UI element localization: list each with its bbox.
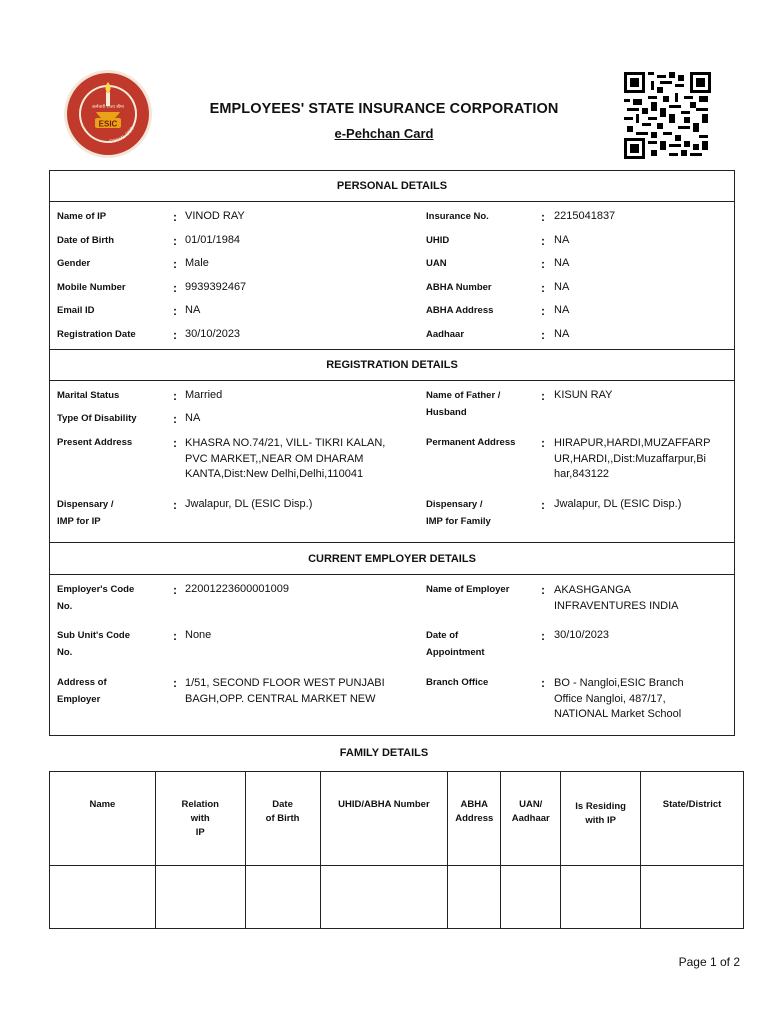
value-branch-office-line-1: BO - Nangloi,ESIC Branch — [554, 677, 684, 689]
label-dispensary-ip-2: IMP for IP — [57, 516, 101, 527]
value-date-of-birth: 01/01/1984 — [185, 234, 241, 246]
table-cell — [501, 866, 561, 929]
colon: : — [541, 676, 545, 690]
value-dispensary-family: Jwalapur, DL (ESIC Disp.) — [554, 498, 682, 510]
label-sub-unit-code-1: Sub Unit's Code — [57, 630, 130, 641]
label-gender: Gender — [57, 258, 91, 269]
table-cell — [448, 866, 501, 929]
value-gender: Male — [185, 257, 209, 269]
colon: : — [541, 257, 545, 271]
value-permanent-address-line-1: HIRAPUR,HARDI,MUZAFFARP — [554, 437, 711, 449]
column-header-uan-aadhaar — [501, 772, 561, 866]
value-address-of-employer-line-1: 1/51, SECOND FLOOR WEST PUNJABI — [185, 677, 385, 689]
colon: : — [541, 304, 545, 318]
value-address-of-employer-line-2: BAGH,OPP. CENTRAL MARKET NEW — [185, 693, 376, 705]
label-name-of-employer: Name of Employer — [426, 584, 510, 595]
colon: : — [173, 210, 177, 224]
label-employer-code-2: No. — [57, 601, 73, 612]
colon: : — [173, 389, 177, 403]
label-uhid: UHID — [426, 235, 450, 246]
value-employer-code: 22001223600001009 — [185, 583, 290, 595]
col-name-line-1: Name — [89, 799, 116, 810]
value-permanent-address-line-3: har,843122 — [554, 468, 610, 480]
colon: : — [173, 257, 177, 271]
current-employer-details-title: CURRENT EMPLOYER DETAILS — [308, 553, 476, 565]
label-father-husband-1: Name of Father / — [426, 390, 501, 401]
col-state-line-1: State/District — [662, 799, 722, 810]
value-name-of-ip: VINOD RAY — [185, 210, 245, 222]
colon: : — [173, 583, 177, 597]
colon: : — [173, 676, 177, 690]
divider — [50, 574, 734, 575]
column-header-relation — [155, 772, 245, 866]
value-name-of-employer-line-1: AKASHGANGA — [554, 584, 632, 596]
value-abha-number: NA — [554, 281, 570, 293]
table-cell — [641, 866, 744, 929]
label-insurance-no: Insurance No. — [426, 211, 489, 222]
value-name-of-employer-line-2: INFRAVENTURES INDIA — [554, 600, 679, 612]
family-details-table — [49, 771, 744, 929]
value-aadhaar: NA — [554, 328, 570, 340]
family-details-title: FAMILY DETAILS — [339, 747, 429, 759]
column-header-abha-address — [448, 772, 501, 866]
col-uan-line-1: UAN/ — [519, 799, 543, 810]
col-dob-line-1: Date — [272, 799, 293, 810]
colon: : — [541, 389, 545, 403]
divider — [50, 349, 734, 350]
label-date-of-appointment-2: Appointment — [426, 647, 485, 658]
divider — [50, 380, 734, 381]
svg-text:SOCIAL SECURITY: SOCIAL SEC — [108, 125, 136, 146]
colon: : — [173, 498, 177, 512]
label-uan: UAN — [426, 258, 447, 269]
colon: : — [173, 281, 177, 295]
page-number: Page 1 of 2 — [678, 955, 740, 969]
value-branch-office-line-2: Office Nangloi, 487/17, — [554, 693, 666, 705]
registration-details-title: REGISTRATION DETAILS — [326, 359, 458, 371]
colon: : — [173, 304, 177, 318]
label-abha-address: ABHA Address — [426, 305, 494, 316]
label-dispensary-family-2: IMP for Family — [426, 516, 491, 527]
colon: : — [541, 583, 545, 597]
details-box — [49, 170, 735, 736]
colon: : — [541, 328, 545, 342]
svg-text:ESIC: ESIC — [98, 119, 118, 129]
value-present-address-line-3: KANTA,Dist:New Delhi,Delhi,110041 — [185, 468, 364, 480]
value-uan: NA — [554, 257, 570, 269]
colon: : — [541, 234, 545, 248]
value-insurance-no: 2215041837 — [554, 210, 616, 222]
label-aadhaar: Aadhaar — [426, 329, 465, 340]
value-permanent-address-line-2: UR,HARDI,,Dist:Muzaffarpur,Bi — [554, 453, 707, 465]
label-abha-number: ABHA Number — [426, 282, 492, 293]
card-title: e-Pehchan Card — [334, 126, 434, 141]
value-mobile-number: 9939392467 — [185, 281, 247, 293]
label-sub-unit-code-2: No. — [57, 647, 73, 658]
col-residing-line-2: with IP — [585, 815, 616, 826]
colon: : — [541, 210, 545, 224]
value-marital-status: Married — [185, 389, 223, 401]
col-abha-line-2: Address — [455, 813, 494, 824]
label-date-of-appointment-1: Date of — [426, 630, 459, 641]
label-branch-office: Branch Office — [426, 677, 489, 688]
label-employer-code-1: Employer's Code — [57, 584, 135, 595]
colon: : — [541, 436, 545, 450]
table-cell — [561, 866, 641, 929]
col-abha-line-1: ABHA — [460, 799, 488, 810]
value-dispensary-ip: Jwalapur, DL (ESIC Disp.) — [185, 498, 313, 510]
label-address-of-employer-1: Address of — [57, 677, 107, 688]
col-relation-line-2: with — [190, 813, 210, 824]
divider — [50, 542, 734, 543]
label-permanent-address: Permanent Address — [426, 437, 516, 448]
qr-code — [624, 72, 711, 159]
value-abha-address: NA — [554, 304, 570, 316]
label-registration-date: Registration Date — [57, 329, 136, 340]
value-type-of-disability: NA — [185, 412, 201, 424]
col-relation-line-1: Relation — [181, 799, 219, 810]
colon: : — [173, 412, 177, 426]
col-dob-line-2: of Birth — [265, 813, 300, 824]
colon: : — [541, 629, 545, 643]
label-address-of-employer-2: Employer — [57, 694, 101, 705]
personal-details-title: PERSONAL DETAILS — [336, 180, 448, 192]
divider — [50, 201, 734, 202]
table-cell — [320, 866, 448, 929]
label-email-id: Email ID — [57, 305, 95, 316]
label-date-of-birth: Date of Birth — [57, 235, 114, 246]
column-header-uhid-abha — [320, 772, 448, 866]
label-dispensary-ip-1: Dispensary / — [57, 499, 114, 510]
label-type-of-disability: Type Of Disability — [57, 413, 137, 424]
value-sub-unit-code: None — [185, 629, 212, 641]
colon: : — [173, 234, 177, 248]
value-present-address-line-2: PVC MARKET,,NEAR OM DHARAM — [185, 453, 364, 465]
column-header-name — [50, 772, 156, 866]
col-relation-line-3: IP — [195, 827, 205, 838]
colon: : — [173, 436, 177, 450]
col-uhid-line-1: UHID/ABHA Number — [338, 799, 430, 810]
table-row — [50, 866, 744, 929]
colon: : — [173, 328, 177, 342]
value-email-id: NA — [185, 304, 201, 316]
colon: : — [541, 281, 545, 295]
value-father-husband: KISUN RAY — [554, 389, 613, 401]
table-cell — [155, 866, 245, 929]
label-name-of-ip: Name of IP — [57, 211, 107, 222]
label-father-husband-2: Husband — [426, 407, 467, 418]
table-cell — [50, 866, 156, 929]
value-branch-office-line-3: NATIONAL Market School — [554, 708, 682, 720]
svg-text:कर्मचारी राज्य बीमा: कर्मचारी राज्य बीमा — [92, 105, 124, 110]
col-residing-line-1: Is Residing — [575, 801, 626, 812]
label-present-address: Present Address — [57, 437, 133, 448]
column-header-is-residing — [561, 772, 641, 866]
value-present-address-line-1: KHASRA NO.74/21, VILL- TIKRI KALAN, — [185, 437, 386, 449]
organization-title: EMPLOYEES' STATE INSURANCE CORPORATION — [209, 101, 559, 117]
value-registration-date: 30/10/2023 — [185, 328, 241, 340]
colon: : — [173, 629, 177, 643]
column-header-date-of-birth — [245, 772, 320, 866]
column-header-state-district — [641, 772, 744, 866]
value-date-of-appointment: 30/10/2023 — [554, 629, 610, 641]
colon: : — [541, 498, 545, 512]
label-marital-status: Marital Status — [57, 390, 120, 401]
col-uan-line-2: Aadhaar — [511, 813, 550, 824]
value-uhid: NA — [554, 234, 570, 246]
label-mobile-number: Mobile Number — [57, 282, 126, 293]
label-dispensary-family-1: Dispensary / — [426, 499, 483, 510]
table-cell — [245, 866, 320, 929]
